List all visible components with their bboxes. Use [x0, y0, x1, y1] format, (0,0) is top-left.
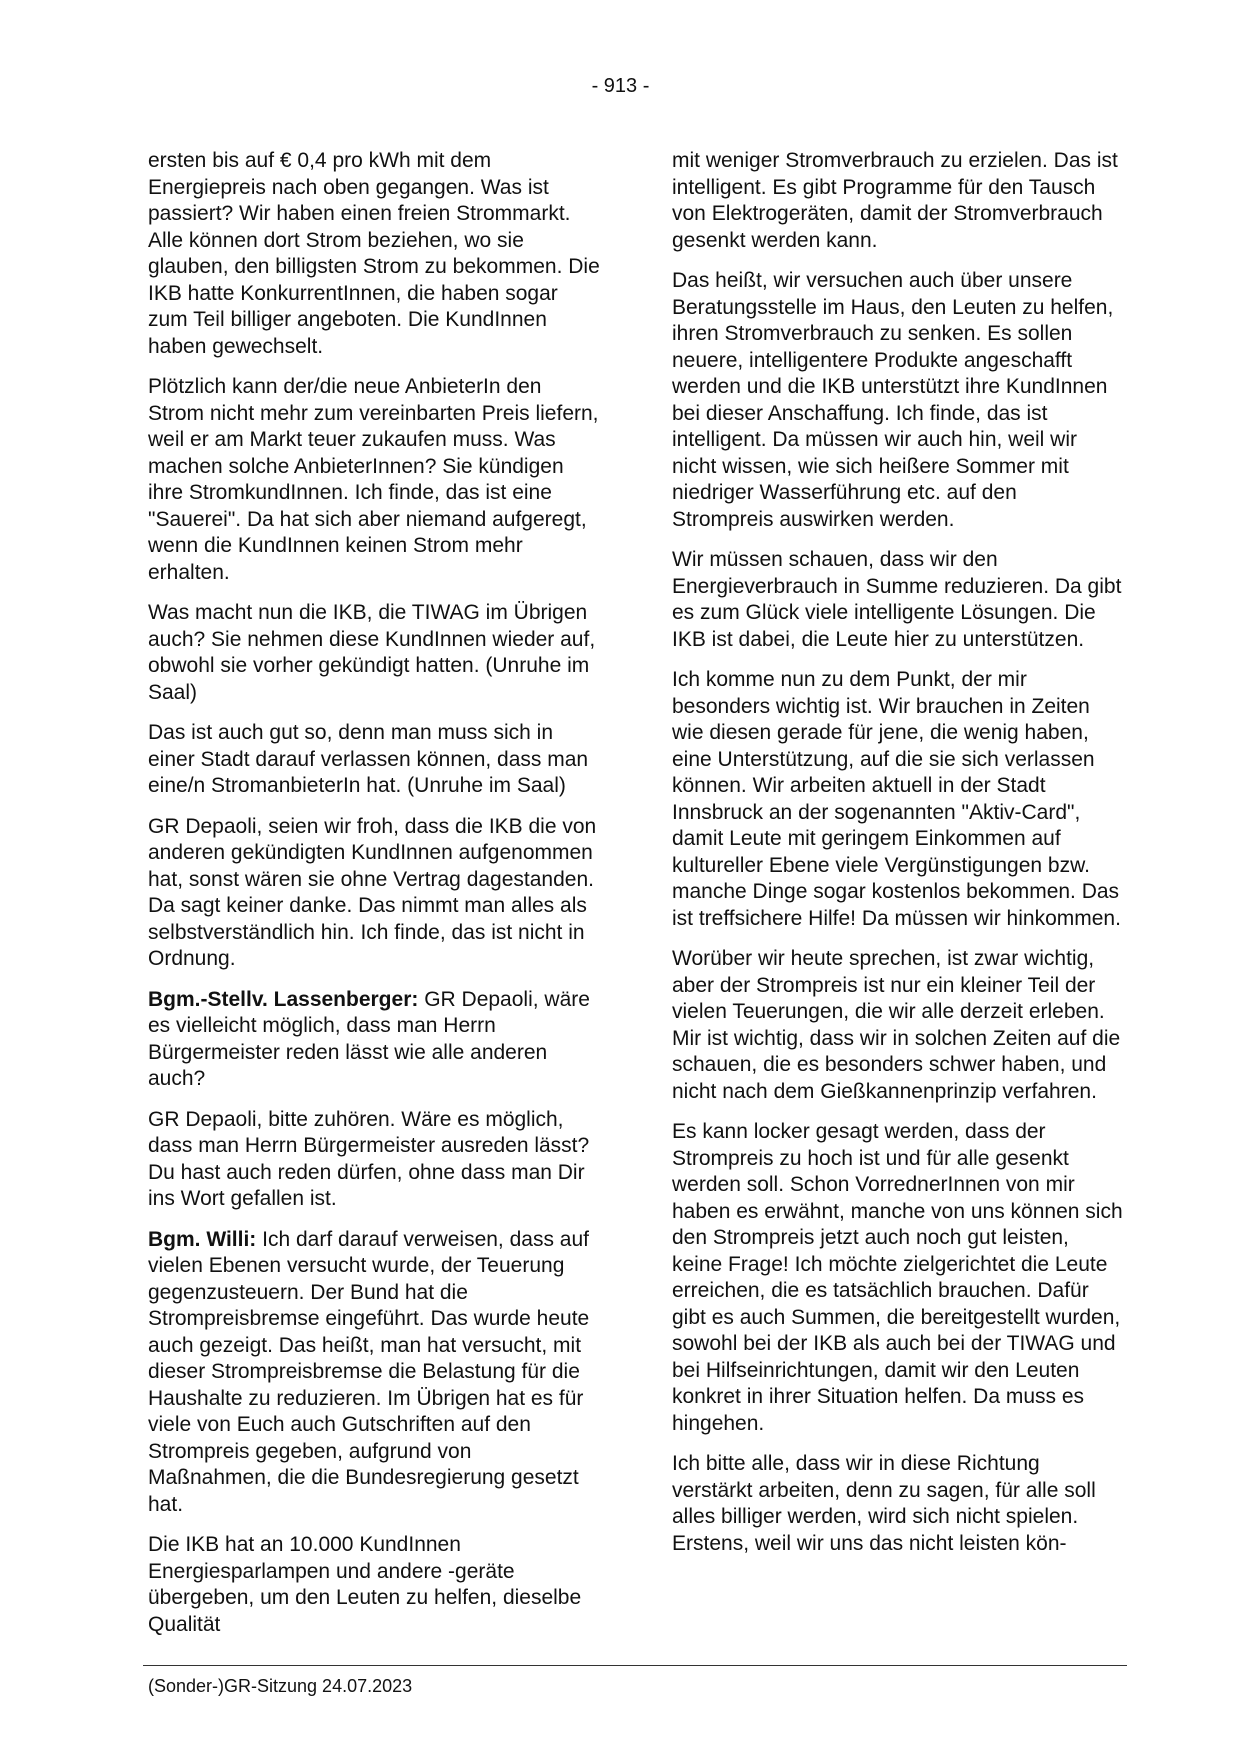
- page-number: - 913 -: [591, 75, 650, 97]
- paragraph: Wir müssen schauen, dass wir den Energieverbrauch in Summe reduzieren. Da gibt es zum Glück viele intelligente Lösungen. Die IKB ist dabei, die Leute hier zu unterstützen.: [672, 548, 1122, 651]
- speech-text: Ich darf darauf verweisen, dass auf vielen Ebenen versucht wurde, der Teuerung gegenzusteuern. Der Bund hat die Strompreisbremse eingeführt. Das wurde heute auch gezeigt. Das heißt, man hat versucht, mit dieser Strompreisbremse die Belastung für die Haushalte zu reduzieren. Im Übrigen hat es für viele von Euch auch Gutschriften auf den Strompreis gegeben, aufgrund von Maßnahmen, die die Bundesregierung gesetzt hat.: [148, 1227, 590, 1516]
- paragraph: Die IKB hat an 10.000 KundInnen Energiesparlampen und andere -geräte übergeben, um den Leuten zu helfen, dieselbe Qualität: [148, 1533, 582, 1636]
- paragraph: GR Depaoli, bitte zuhören. Wäre es möglich, dass man Herrn Bürgermeister ausreden lässt? Du hast auch reden dürfen, ohne dass man Dir ins Wort gefallen ist.: [148, 1107, 590, 1210]
- left-column: [148, 148, 600, 1652]
- paragraph: Das heißt, wir versuchen auch über unsere Beratungsstelle im Haus, den Leuten zu helfen, ihren Stromverbrauch zu senken. Es sollen neuere, intelligentere Produkte angeschafft werden und die IKB unterstützt ihre KundInnen bei dieser Anschaffung. Ich finde, das ist intelligent. Da müssen wir auch hin, weil wir nicht wissen, wie sich heißere Sommer mit niedriger Wasserführung etc. auf den Strompreis auswirken werden.: [672, 269, 1114, 531]
- speaker-name: Bgm.-Stellv. Lassenberger:: [148, 987, 419, 1011]
- paragraph: Was macht nun die IKB, die TIWAG im Übrigen auch? Sie nehmen diese KundInnen wieder auf, obwohl sie vorher gekündigt hatten. (Unruhe im Saal): [148, 601, 596, 704]
- paragraph: [148, 987, 600, 1093]
- paragraph: mit weniger Stromverbrauch zu erzielen. Das ist intelligent. Es gibt Programme für den Tausch von Elektrogeräten, damit der Stromverbrauch gesenkt werden kann.: [672, 149, 1118, 252]
- footer-session-label: (Sonder-)GR-Sitzung 24.07.2023: [148, 1676, 413, 1696]
- speaker-name: Bgm. Willi:: [148, 1227, 257, 1251]
- paragraph: Worüber wir heute sprechen, ist zwar wichtig, aber der Strompreis ist nur ein kleiner Teil der vielen Teuerungen, die wir alle derzeit erleben. Mir ist wichtig, dass wir in solchen Zeiten auf die schauen, die es besonders schwer haben, und nicht nach dem Gießkannenprinzip verfahren.: [672, 947, 1121, 1103]
- speech-text: GR Depaoli, wäre es vielleicht möglich, dass man Herrn Bürgermeister reden lässt wie alle anderen auch?: [148, 987, 590, 1090]
- paragraph: ersten bis auf € 0,4 pro kWh mit dem Energiepreis nach oben gegangen. Was ist passiert? Wir haben einen freien Strommarkt. Alle können dort Strom beziehen, wo sie glauben, den billigsten Strom zu bekommen. Die IKB hatte KonkurrentInnen, die haben sogar zum Teil billiger angeboten. Die KundInnen haben gewechselt.: [148, 149, 600, 358]
- paragraph: [148, 1227, 600, 1519]
- paragraph: Ich komme nun zu dem Punkt, der mir besonders wichtig ist. Wir brauchen in Zeiten wie diesen gerade für jene, die wenig haben, eine Unterstützung, auf die sie sich verlassen können. Wir arbeiten aktuell in der Stadt Innsbruck an der sogenannten "Aktiv-Card", damit Leute mit geringem Einkommen auf kultureller Ebene viele Vergünstigungen bzw. manche Dinge sogar kostenlos bekommen. Das ist treffsichere Hilfe! Da müssen wir hinkommen.: [672, 668, 1121, 930]
- paragraph: Es kann locker gesagt werden, dass der Strompreis zu hoch ist und für alle gesenkt werden soll. Schon VorrednerInnen von mir haben es erwähnt, manche von uns können sich den Strompreis jetzt auch noch gut leisten, keine Frage! Ich möchte zielgerichtet die Leute erreichen, die es tatsächlich brauchen. Dafür gibt es auch Summen, die bereitgestellt wurden, sowohl bei der IKB als auch bei der TIWAG und bei Hilfseinrichtungen, damit wir den Leuten konkret in ihrer Situation helfen. Da muss es hingehen.: [672, 1120, 1123, 1435]
- paragraph: GR Depaoli, seien wir froh, dass die IKB die von anderen gekündigten KundInnen aufgenommen hat, sonst wären sie ohne Vertrag dagestanden. Da sagt keiner danke. Das nimmt man alles als selbstverständlich hin. Ich finde, das ist nicht in Ordnung.: [148, 814, 597, 970]
- right-column: [672, 148, 1124, 1571]
- paragraph: Plötzlich kann der/die neue AnbieterIn den Strom nicht mehr zum vereinbarten Preis liefern, weil er am Markt teuer zukaufen muss. Was machen solche AnbieterInnen? Sie kündigen ihre StromkundInnen. Ich finde, das ist eine "Sauerei". Da hat sich aber niemand aufgeregt, wenn die KundInnen keinen Strom mehr erhalten.: [148, 375, 599, 584]
- paragraph: Ich bitte alle, dass wir in diese Richtung verstärkt arbeiten, denn zu sagen, für alle soll alles billiger werden, wird sich nicht spielen. Erstens, weil wir uns das nicht leisten kön-: [672, 1452, 1096, 1555]
- footer-divider: [143, 1665, 1127, 1666]
- paragraph: Das ist auch gut so, denn man muss sich in einer Stadt darauf verlassen können, dass man eine/n StromanbieterIn hat. (Unruhe im Saal): [148, 721, 589, 797]
